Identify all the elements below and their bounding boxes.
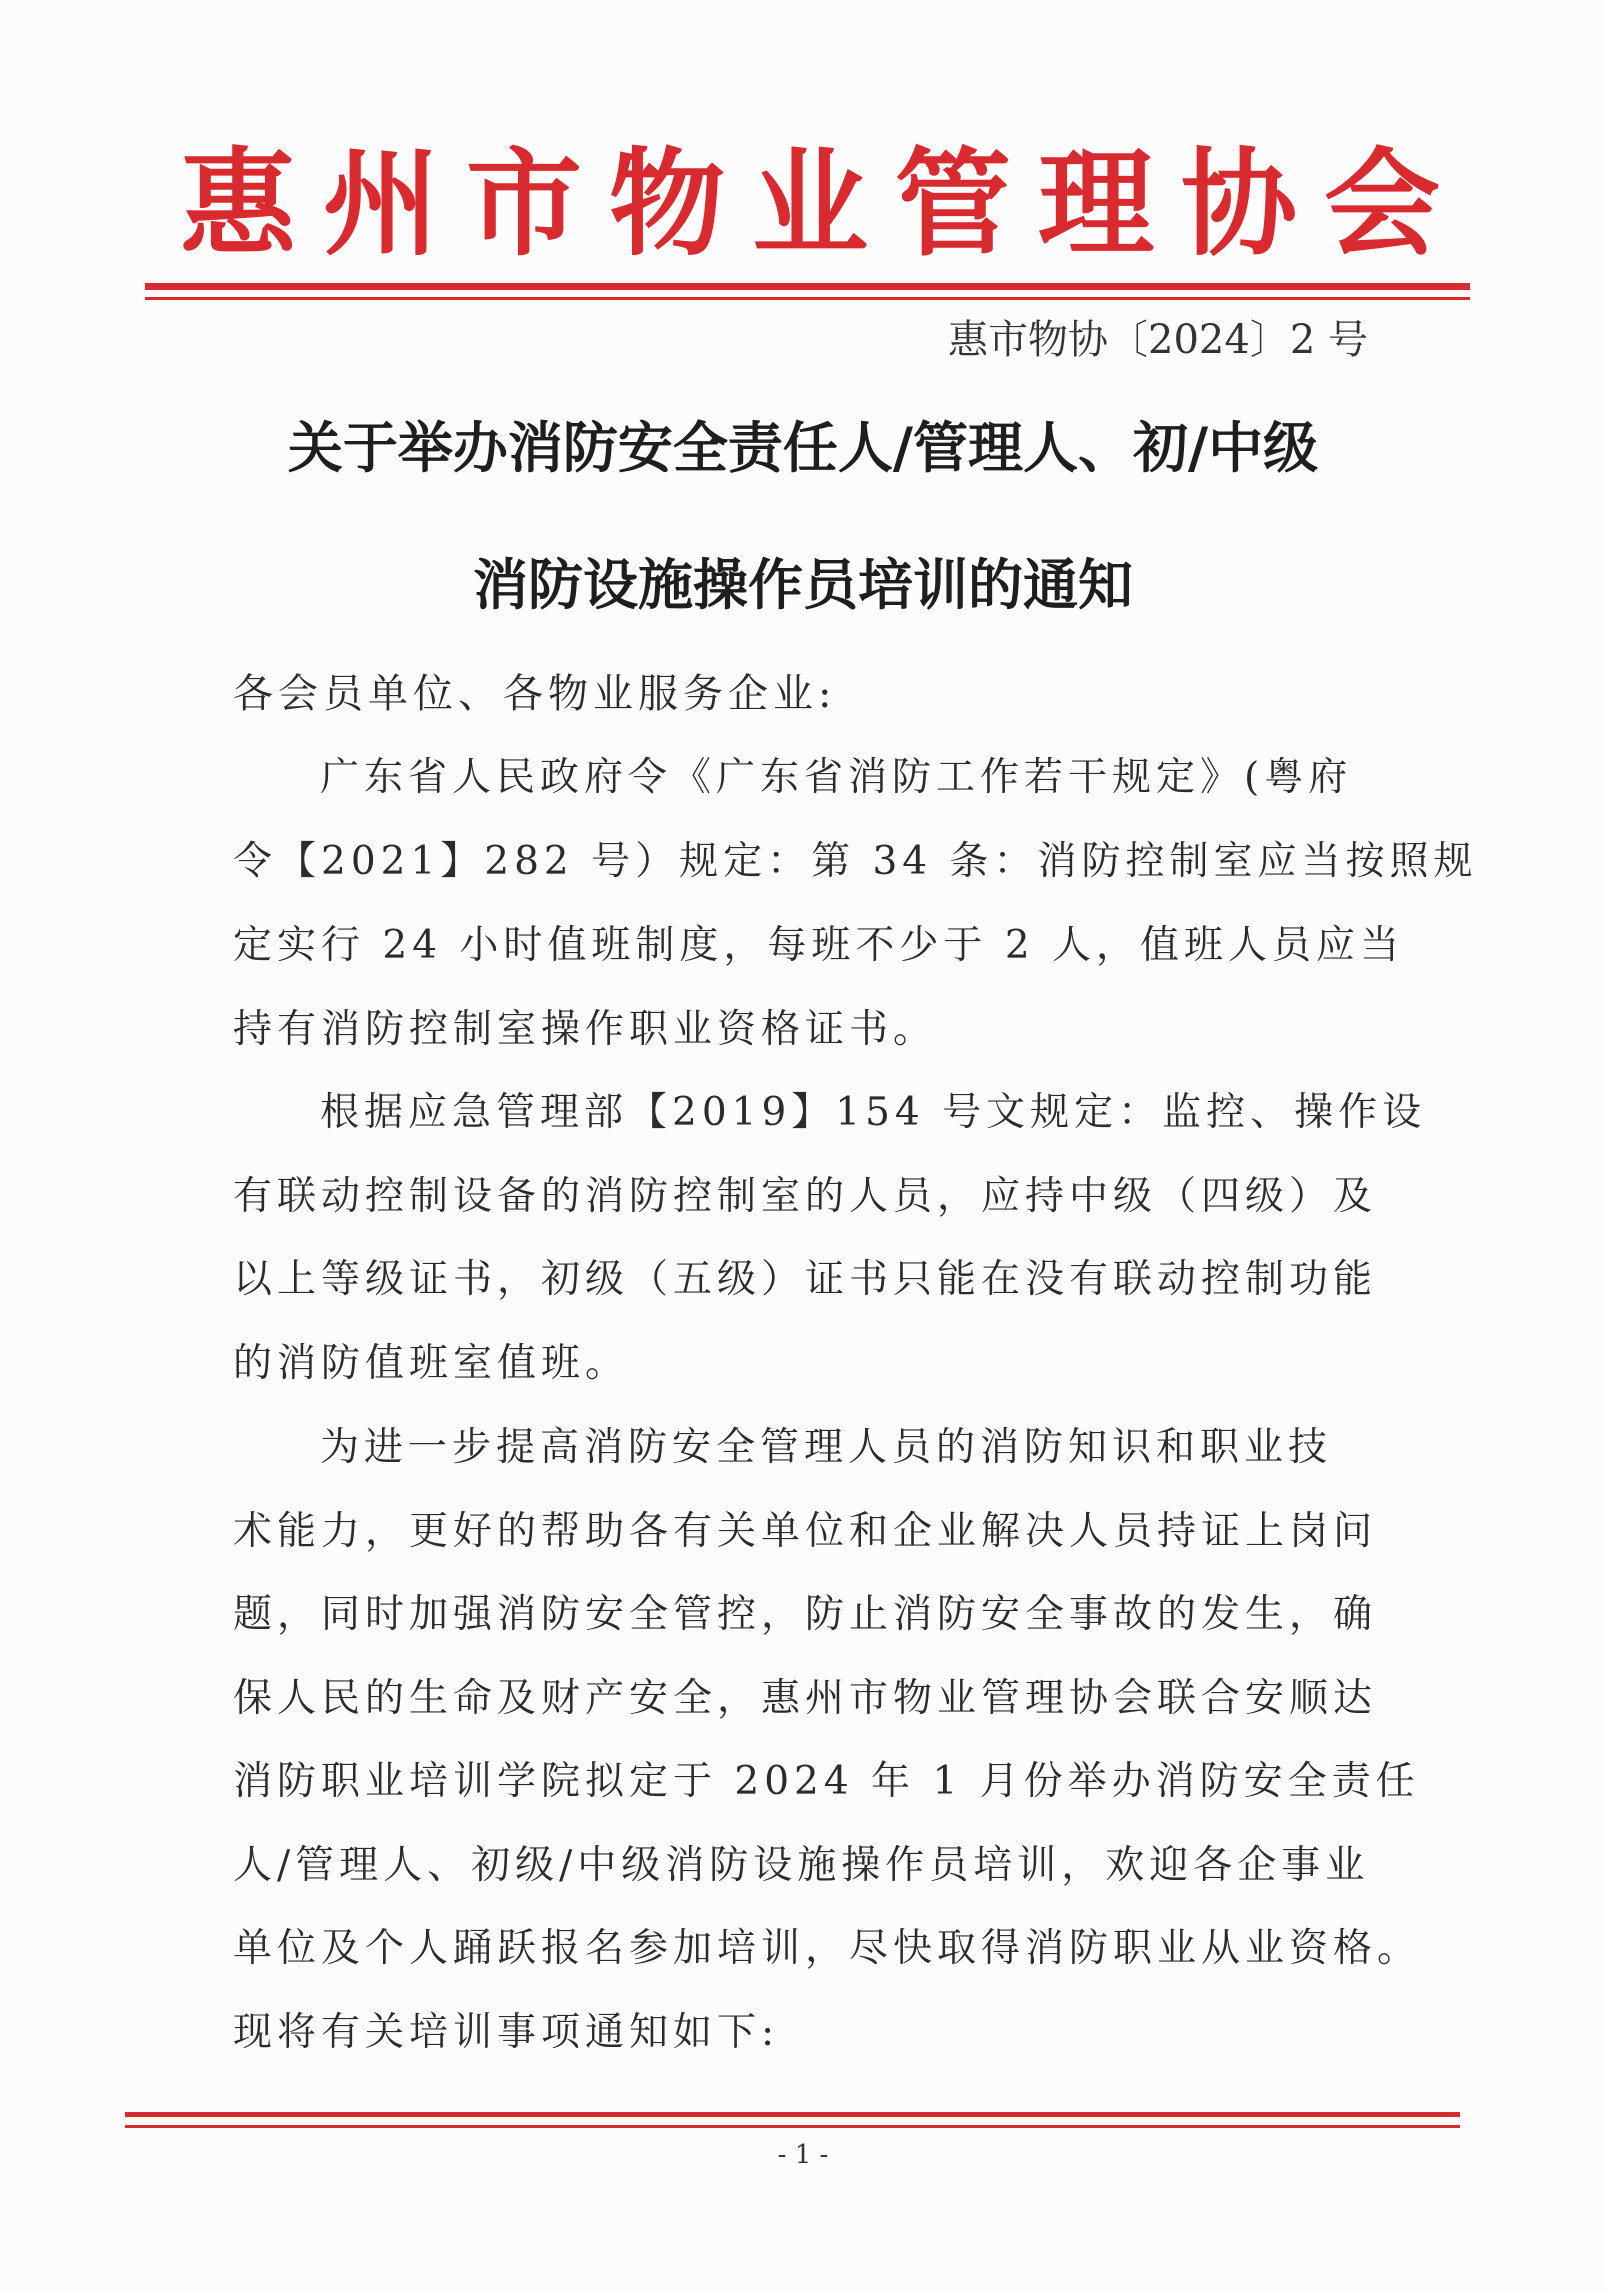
org-letterhead-title: 惠州市物业管理协会 [180,137,1467,272]
body-line: 以上等级证书，初级（五级）证书只能在没有联动控制功能 [233,1257,1378,1302]
body-line: 为进一步提高消防安全管理人员的消防知识和职业技 [320,1425,1333,1470]
body-line: 人/管理人、初级/中级消防设施操作员培训，欢迎各企事业 [233,1843,1370,1888]
notice-title-line-1: 关于举办消防安全责任人/管理人、初/中级 [287,416,1319,480]
body-line: 持有消防控制室操作职业资格证书。 [233,1007,938,1052]
body-line: 消防职业培训学院拟定于 2024 年 1 月份举办消防安全责任 [233,1759,1420,1804]
document-number: 惠市物协〔2024〕2 号 [948,317,1368,363]
letterhead-rule-thick [145,283,1470,290]
body-line: 根据应急管理部【2019】154 号文规定：监控、操作设 [320,1090,1427,1135]
footer-rule-thick [125,2112,1460,2117]
footer-rule-thin [125,2125,1460,2128]
notice-title-line-2: 消防设施操作员培训的通知 [472,553,1133,617]
body-line: 定实行 24 小时值班制度，每班不少于 2 人，值班人员应当 [233,923,1405,968]
body-line: 的消防值班室值班。 [233,1341,630,1386]
body-line: 单位及个人踊跃报名参加培训，尽快取得消防职业从业资格。 [233,1926,1422,1971]
letterhead-rule-thin [145,297,1470,300]
body-line: 有联动控制设备的消防控制室的人员，应持中级（四级）及 [233,1174,1378,1219]
page-number: - 1 - [777,2140,829,2170]
salutation: 各会员单位、各物业服务企业: [233,671,837,717]
body-line: 广东省人民政府令《广东省消防工作若干规定》(粤府 [320,755,1353,800]
body-line: 令【2021】282 号）规定：第 34 条：消防控制室应当按照规 [233,839,1478,884]
body-line: 保人民的生命及财产安全，惠州市物业管理协会联合安顺达 [233,1676,1378,1721]
body-line: 题，同时加强消防安全管控，防止消防安全事故的发生，确 [233,1592,1378,1637]
body-line: 现将有关培训事项通知如下: [233,2010,780,2055]
body-line: 术能力，更好的帮助各有关单位和企业解决人员持证上岗问 [233,1509,1378,1554]
